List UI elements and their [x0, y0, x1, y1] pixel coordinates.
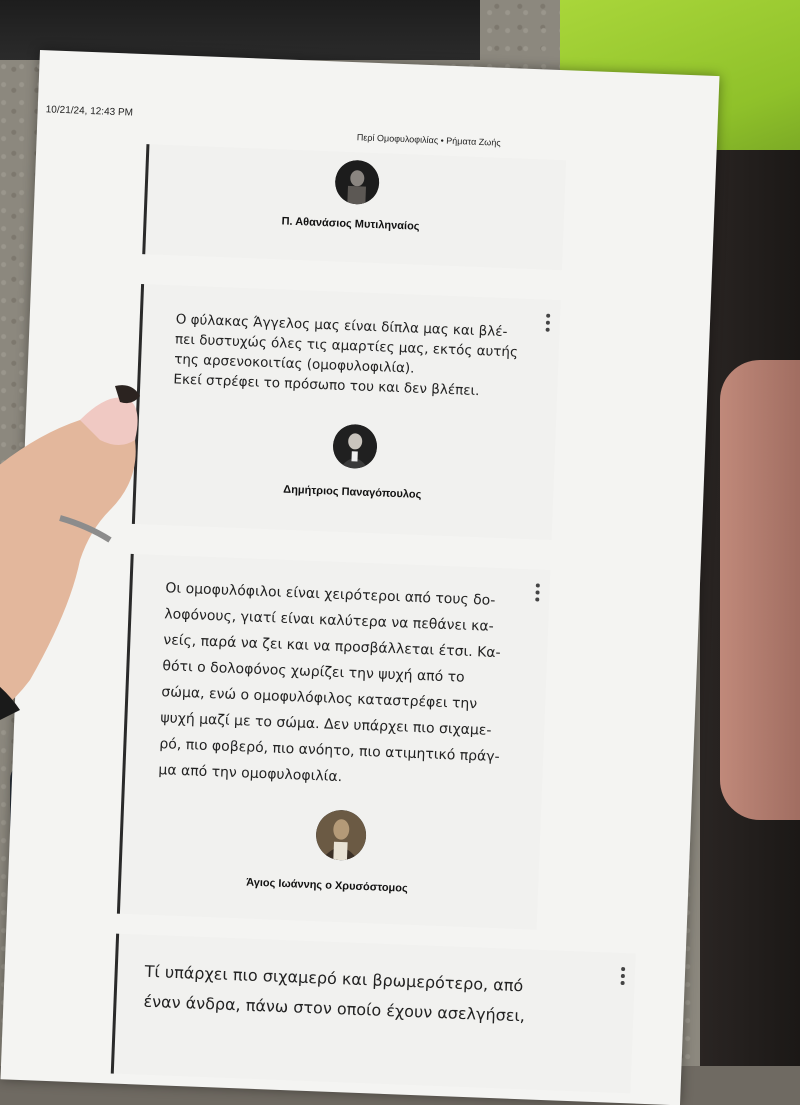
quote-text: Τί υπάρχει πιο σιχαμερό και βρωμερότερο, από έναν άνδρα, πάνω στον οποίο έχουν ασελγήσει,: [143, 961, 526, 1026]
portrait-icon: [315, 809, 367, 861]
portrait-icon: [332, 424, 378, 470]
print-date: 10/21/24, 12:43 PM: [45, 104, 134, 119]
author-name: Άγιος Ιωάννης ο Χρυσόστομος: [245, 876, 408, 895]
quote-card-3: [117, 554, 551, 930]
quote-text: Ο φύλακας Άγγελος μας είναι δίπλα μας και βλέ- πει δυστυχώς όλες τις αμαρτίες μας, εκτός αυτής της αρσενοκοιτίας (ομοφυλοφιλία). Εκεί στρέφει το πρόσωπο του και δεν βλέπει.: [173, 311, 519, 400]
author-name: Δημήτριος Παναγόπουλος: [283, 483, 422, 501]
quote-card-4: [111, 934, 636, 1094]
leg-background: [720, 360, 800, 820]
author-name: Π. Αθανάσιος Μυτιληναίος: [281, 215, 420, 233]
quote-text: Οι ομοφυλόφιλοι είναι χειρότεροι από τους δο- λοφόνους, γιατί είναι καλύτερα να πεθάνει κα- νείς, παρά να ζει και να προσβάλλεται έτσι. Κα- θότι ο δολοφόνος χωρίζει την ψυχή από το σώμα, ενώ ο ομοφυλόφιλος καταστρέφει την ψυχή μαζί με το σώμα. Δεν υπάρχει πιο σιχαμε- ρό, πιο φοβερό, πιο ανόητο, πιο ατιμητικό πράγ- μα από την ομοφυλοφιλία.: [158, 580, 501, 786]
more-vertical-icon[interactable]: [535, 583, 540, 601]
print-title: Περί Ομοφυλοφιλίας • Ρήματα Ζωής: [356, 132, 501, 148]
hand: [0, 380, 180, 740]
more-vertical-icon[interactable]: [546, 314, 551, 332]
quote-card-2: [132, 284, 561, 540]
more-vertical-icon[interactable]: [621, 967, 626, 985]
card-accent-bar: [142, 144, 149, 254]
portrait-icon: [334, 159, 380, 205]
card-accent-bar: [111, 934, 119, 1074]
quote-card-1: [142, 144, 566, 270]
